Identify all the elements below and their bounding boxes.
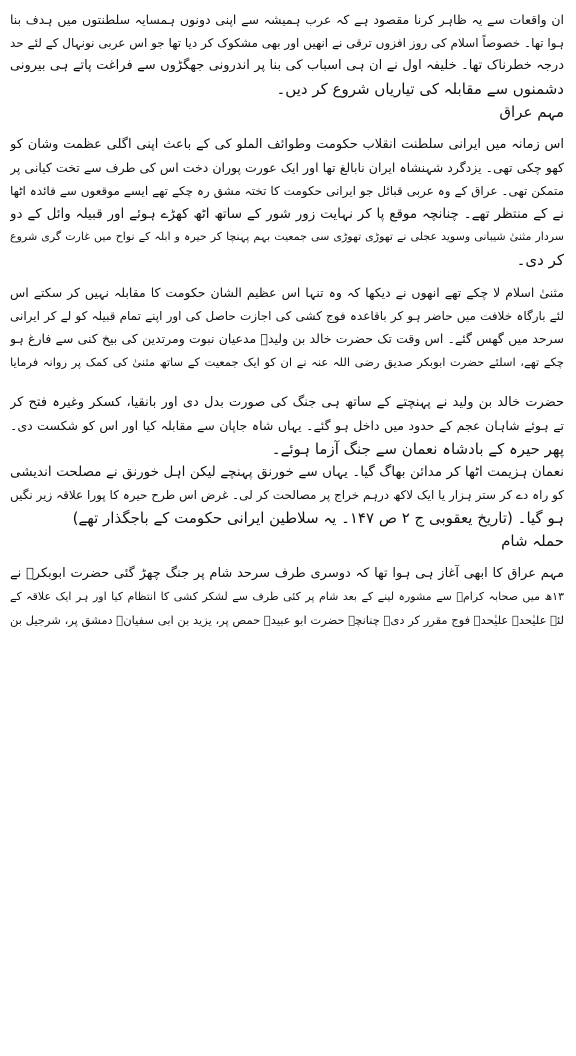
text-line: حضرت خالد بن ولید نے پہنچتے کے ساتھ ہی جنگ کی صورت بدل دی اور بانقیا، کسکر وغیرہ فتح کر — [10, 395, 564, 410]
text-line: متمکن تھی۔ عراق کے وہ عربی قبائل جو ایرانی حکومت کا تختہ مشق رہ چکے تھے ایسے موقعوں سے فائدہ اٹھا — [10, 184, 564, 198]
text-line: مثنیٰ اسلام لا چکے تھے انھوں نے دیکھا کہ وہ تنہا اس عظیم الشان حکومت کا مقابلہ نہیں کر سکتے اس — [10, 285, 564, 300]
text-line: تے ہوئے شاہان عجم کے حدود میں داخل ہو گئے۔ یہاں شاہ جاپان سے مقابلہ کیا اور اس کو شکست دی۔ — [10, 418, 564, 433]
text-line: نعمان ہزیمت اٹھا کر مدائن بھاگ گیا۔ یہاں سے خورنق پہنچے لیکن اہل خورنق نے مصلحت اندیشی — [10, 464, 564, 480]
text-line: چکے تھے، اسلئے حضرت ابوبکر صدیق رضی اللہ عنہ نے ان کو ایک جمعیت کے ساتھ مثنیٰ کی کمک پر روانہ فرمایا — [10, 355, 564, 369]
text-line: مہم عراق کا ابھی آغاز ہی ہوا تھا کہ دوسری طرف سرحد شام پر جنگ چھڑ گئی حضرت ابوبکرؓ نے — [10, 566, 564, 581]
paragraph-arab-threat — [10, 10, 564, 102]
text-line: کو راہ دے کر ستر ہزار یا ایک لاکھ درہم خراج پر مصالحت کر لی۔ غرض اس طرح حیرہ کا پورا علاقہ زیر نگیں — [10, 488, 564, 502]
section-heading-iraq: مہم عراق — [499, 103, 564, 121]
text-line: سردار مثنیٰ شیبانی وسوید عجلی نے تھوڑی تھوڑی سی جمعیت بہم پہنچا کر حیرہ و ابلہ کے نواح میں غارت گری شروع — [10, 230, 564, 243]
paragraph-numan — [10, 462, 564, 531]
text-line: ان واقعات سے یہ ظاہر کرنا مقصود ہے کہ عرب ہمیشہ سے اپنی دونوں ہمسایہ سلطنتوں میں ہدف بنا — [10, 12, 564, 27]
text-line: ہوا تھا۔ خصوصاً اسلام کی روز افزوں ترقی نے انھیں اور بھی مشکوک کر دیا تھا جو اس عربی نونہال کے لئے حد — [10, 36, 564, 50]
text-line: لئے علیٰحدہ علیٰحدہ فوج مقرر کر دی۔ چنانچہ حضرت ابو عبیدہ حمص پر، یزید بن ابی سفیانؓ دمشق پر، شرجیل بن — [10, 613, 564, 627]
paragraph-syria-campaign — [10, 564, 564, 633]
paragraph-iranian-empire — [10, 135, 564, 273]
text-line: نے کے منتظر تھے۔ چنانچہ موقع پا کر نہایت زور شور کے ساتھ اٹھ کھڑے ہوئے اور قبیلہ وائل کے دو — [10, 206, 564, 222]
text-line: ہو گیا۔ (تاریخ یعقوبی ج ۲ ص ۱۴۷۔ یہ سلاطین ایرانی حکومت کے باجگذار تھے) — [72, 509, 564, 527]
text-line: اس زمانہ میں ایرانی سلطنت انقلاب حکومت وطوائف الملو کی کے باعث اپنی اگلی عظمت وشان کو — [10, 137, 564, 152]
text-line: سرحد میں گھس گئے۔ اس وقت تک حضرت خالد بن ولیدؓ مدعیان نبوت ومرتدین کی بیخ کنی سے فارغ ہو — [10, 331, 564, 346]
text-line: کر دی۔ — [516, 251, 564, 269]
paragraph-muthanna — [10, 283, 564, 375]
text-line: دشمنوں سے مقابلہ کی تیاریاں شروع کر دیں۔ — [276, 80, 564, 98]
text-line: درجہ خطرناک تھا۔ خلیفہ اول نے ان ہی اسباب کی بنا پر اندرونی جھگڑوں سے فراغت پاتے ہی بیرونی — [10, 58, 564, 73]
section-heading-sham: حملہ شام — [501, 532, 564, 550]
text-line: پھر حیرہ کے بادشاہ نعمان سے جنگ آزما ہوئے۔ — [271, 440, 564, 458]
text-line: کھو چکی تھی۔ یزدگرد شہنشاہ ایران نابالغ تھا اور ایک عورت پوران دخت اس کی طرف سے تخت کیانی پر — [10, 160, 564, 175]
text-line: ۱۳ھ میں صحابہ کرامؓ سے مشورہ لینے کے بعد شام پر کئی طرف سے لشکر کشی کا انتظام کیا اور ہر ایک علاقہ کے — [10, 590, 564, 603]
text-line: لئے بارگاہ خلافت میں حاضر ہو کر باقاعدہ فوج کشی کی اجازت حاصل کی اور اپنے تمام قبیلہ کو لے کر ایرانی — [10, 309, 564, 323]
paragraph-khalid — [10, 393, 564, 462]
